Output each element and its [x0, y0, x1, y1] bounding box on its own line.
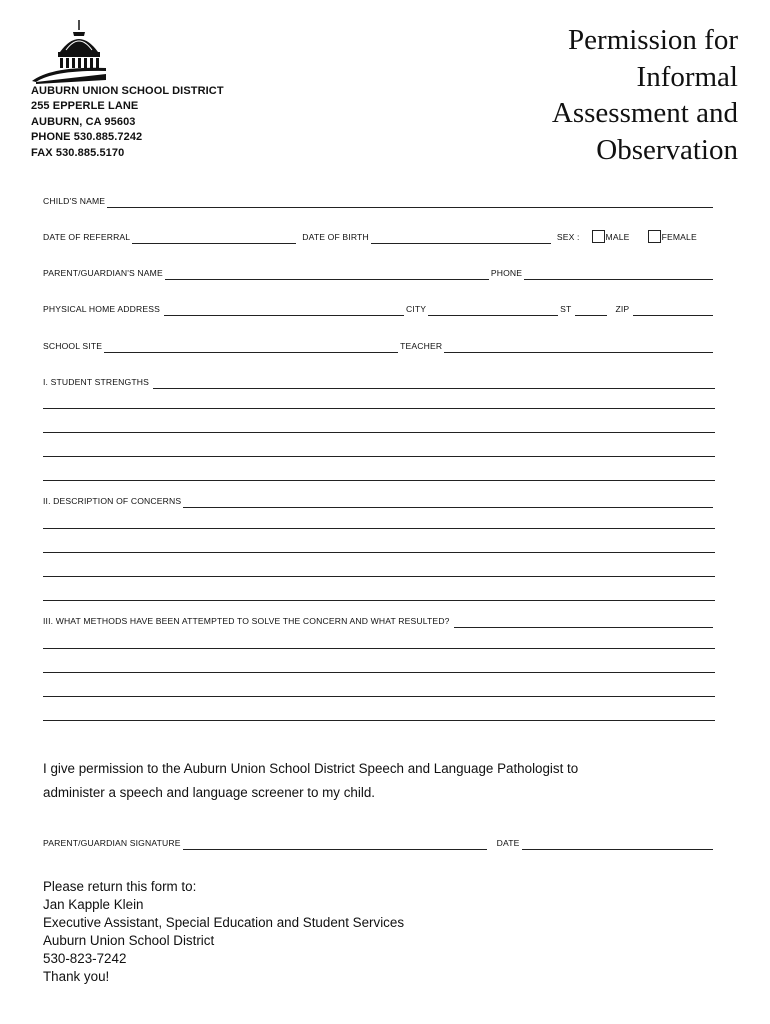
date-of-referral-label: DATE OF REFERRAL: [43, 232, 131, 242]
district-street: 255 EPPERLE LANE: [31, 100, 139, 113]
capitol-dome-logo: [30, 18, 106, 84]
district-fax: FAX 530.885.5170: [31, 146, 125, 159]
teacher-field[interactable]: [444, 341, 713, 353]
school-site-label: SCHOOL SITE: [43, 341, 103, 351]
concerns-line[interactable]: [43, 552, 715, 553]
phone-label: PHONE: [490, 268, 523, 278]
title-line: Permission for: [568, 24, 738, 56]
signature-field[interactable]: [183, 838, 487, 850]
city-field[interactable]: [428, 304, 558, 316]
return-line: Please return this form to:: [43, 879, 197, 894]
page-title: [552, 22, 738, 168]
childs-name-field[interactable]: [107, 196, 713, 208]
male-checkbox[interactable]: [592, 230, 605, 243]
return-info: [43, 878, 404, 986]
address-field[interactable]: [164, 304, 404, 316]
date-of-birth-label: DATE OF BIRTH: [302, 232, 369, 242]
st-field[interactable]: [575, 304, 607, 316]
referral-row: [43, 230, 716, 244]
city-label: CITY: [405, 304, 427, 314]
concerns-line[interactable]: [43, 576, 715, 577]
concerns-field[interactable]: [183, 496, 713, 508]
date-label: DATE: [496, 838, 520, 848]
school-row: [43, 339, 715, 353]
return-line: 530-823-7242: [43, 951, 127, 966]
district-name: AUBURN UNION SCHOOL DISTRICT: [31, 85, 224, 97]
date-field[interactable]: [522, 838, 714, 850]
title-line: Informal: [636, 60, 738, 93]
female-checkbox[interactable]: [648, 230, 661, 243]
methods-label: III. WHAT METHODS HAVE BEEN ATTEMPTED TO SOLVE THE CONCERN AND WHAT RESULTED?: [43, 616, 450, 626]
methods-line[interactable]: [43, 720, 715, 721]
district-info: [31, 84, 224, 161]
district-phone: PHONE 530.885.7242: [31, 131, 143, 144]
st-label: ST: [560, 304, 572, 314]
return-line: Jan Kapple Klein: [43, 897, 144, 912]
zip-field[interactable]: [633, 304, 713, 316]
zip-label: ZIP: [615, 304, 630, 314]
address-row: [43, 302, 715, 316]
phone-field[interactable]: [524, 268, 713, 280]
concerns-label: II. DESCRIPTION OF CONCERNS: [43, 496, 182, 506]
strengths-line[interactable]: [43, 432, 715, 433]
student-strengths-field[interactable]: [153, 377, 715, 389]
date-of-birth-field[interactable]: [371, 232, 551, 244]
concerns-row: [43, 494, 715, 508]
methods-row: [43, 614, 715, 628]
parent-name-label: PARENT/GUARDIAN'S NAME: [43, 268, 163, 278]
methods-line[interactable]: [43, 648, 715, 649]
strengths-line[interactable]: [43, 480, 715, 481]
strengths-line[interactable]: [43, 408, 715, 409]
concerns-line[interactable]: [43, 600, 715, 601]
permission-line: I give permission to the Auburn Union School District Speech and Language Pathologist to: [43, 761, 579, 776]
teacher-label: TEACHER: [400, 341, 443, 351]
date-of-referral-field[interactable]: [132, 232, 296, 244]
student-strengths-label: I. STUDENT STRENGTHS: [43, 377, 149, 387]
permission-line: administer a speech and language screener to my child.: [43, 785, 375, 800]
parent-row: [43, 266, 715, 280]
methods-line[interactable]: [43, 696, 715, 697]
title-line: Observation: [596, 133, 738, 166]
school-site-field[interactable]: [104, 341, 398, 353]
signature-label: PARENT/GUARDIAN SIGNATURE: [43, 838, 181, 848]
methods-line[interactable]: [43, 672, 715, 673]
return-line: Thank you!: [43, 969, 110, 984]
address-label: PHYSICAL HOME ADDRESS: [43, 304, 160, 314]
permission-statement: [43, 757, 578, 805]
student-strengths-row: [43, 375, 717, 389]
childs-name-row: [43, 194, 715, 208]
male-label: MALE: [605, 232, 630, 242]
return-line: Auburn Union School District: [43, 933, 215, 948]
childs-name-label: CHILD'S NAME: [43, 196, 106, 206]
female-label: FEMALE: [661, 232, 697, 242]
district-city: AUBURN, CA 95603: [31, 115, 136, 128]
return-line: Executive Assistant, Special Education and Student Services: [43, 915, 405, 930]
concerns-line[interactable]: [43, 528, 715, 529]
signature-row: [43, 836, 715, 850]
parent-name-field[interactable]: [165, 268, 489, 280]
sex-label: SEX :: [556, 232, 580, 242]
title-line: Assessment and: [551, 97, 738, 129]
methods-field[interactable]: [454, 616, 713, 628]
strengths-line[interactable]: [43, 456, 715, 457]
